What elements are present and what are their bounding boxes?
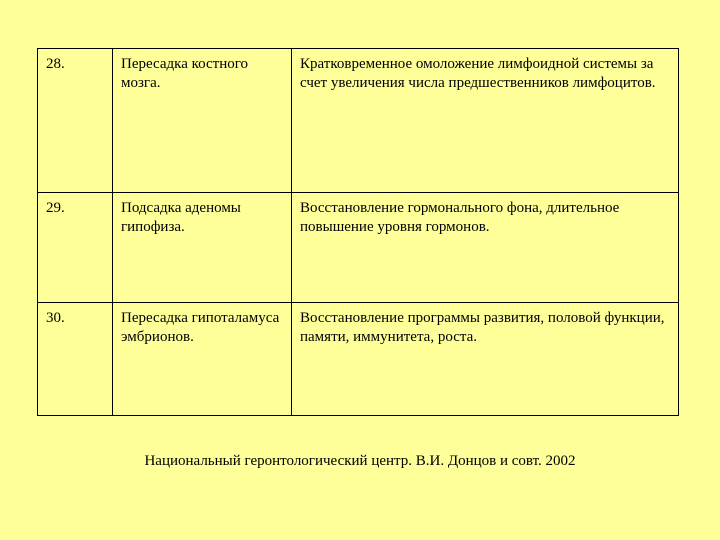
- effect-cell: Кратковременное омоложение лимфоидной системы за счет увеличения числа предшественников лимфоцитов.: [292, 49, 679, 193]
- table-row: [38, 49, 679, 193]
- method-cell: Пересадка костного мозга.: [113, 49, 292, 193]
- row-number: 28.: [38, 49, 113, 193]
- row-number: 30.: [38, 303, 113, 416]
- effect-cell: Восстановление гормонального фона, длительное повышение уровня гормонов.: [292, 193, 679, 303]
- source-caption: Национальный геронтологический центр. В.И. Донцов и совт. 2002: [144, 453, 576, 469]
- method-cell: Пересадка гипоталамуса эмбрионов.: [113, 303, 292, 416]
- table-row: [38, 303, 679, 416]
- row-number: 29.: [38, 193, 113, 303]
- methods-table: [37, 48, 679, 416]
- method-cell: Подсадка аденомы гипофиза.: [113, 193, 292, 303]
- effect-cell: Восстановление программы развития, половой функции, памяти, иммунитета, роста.: [292, 303, 679, 416]
- table-row: [38, 193, 679, 303]
